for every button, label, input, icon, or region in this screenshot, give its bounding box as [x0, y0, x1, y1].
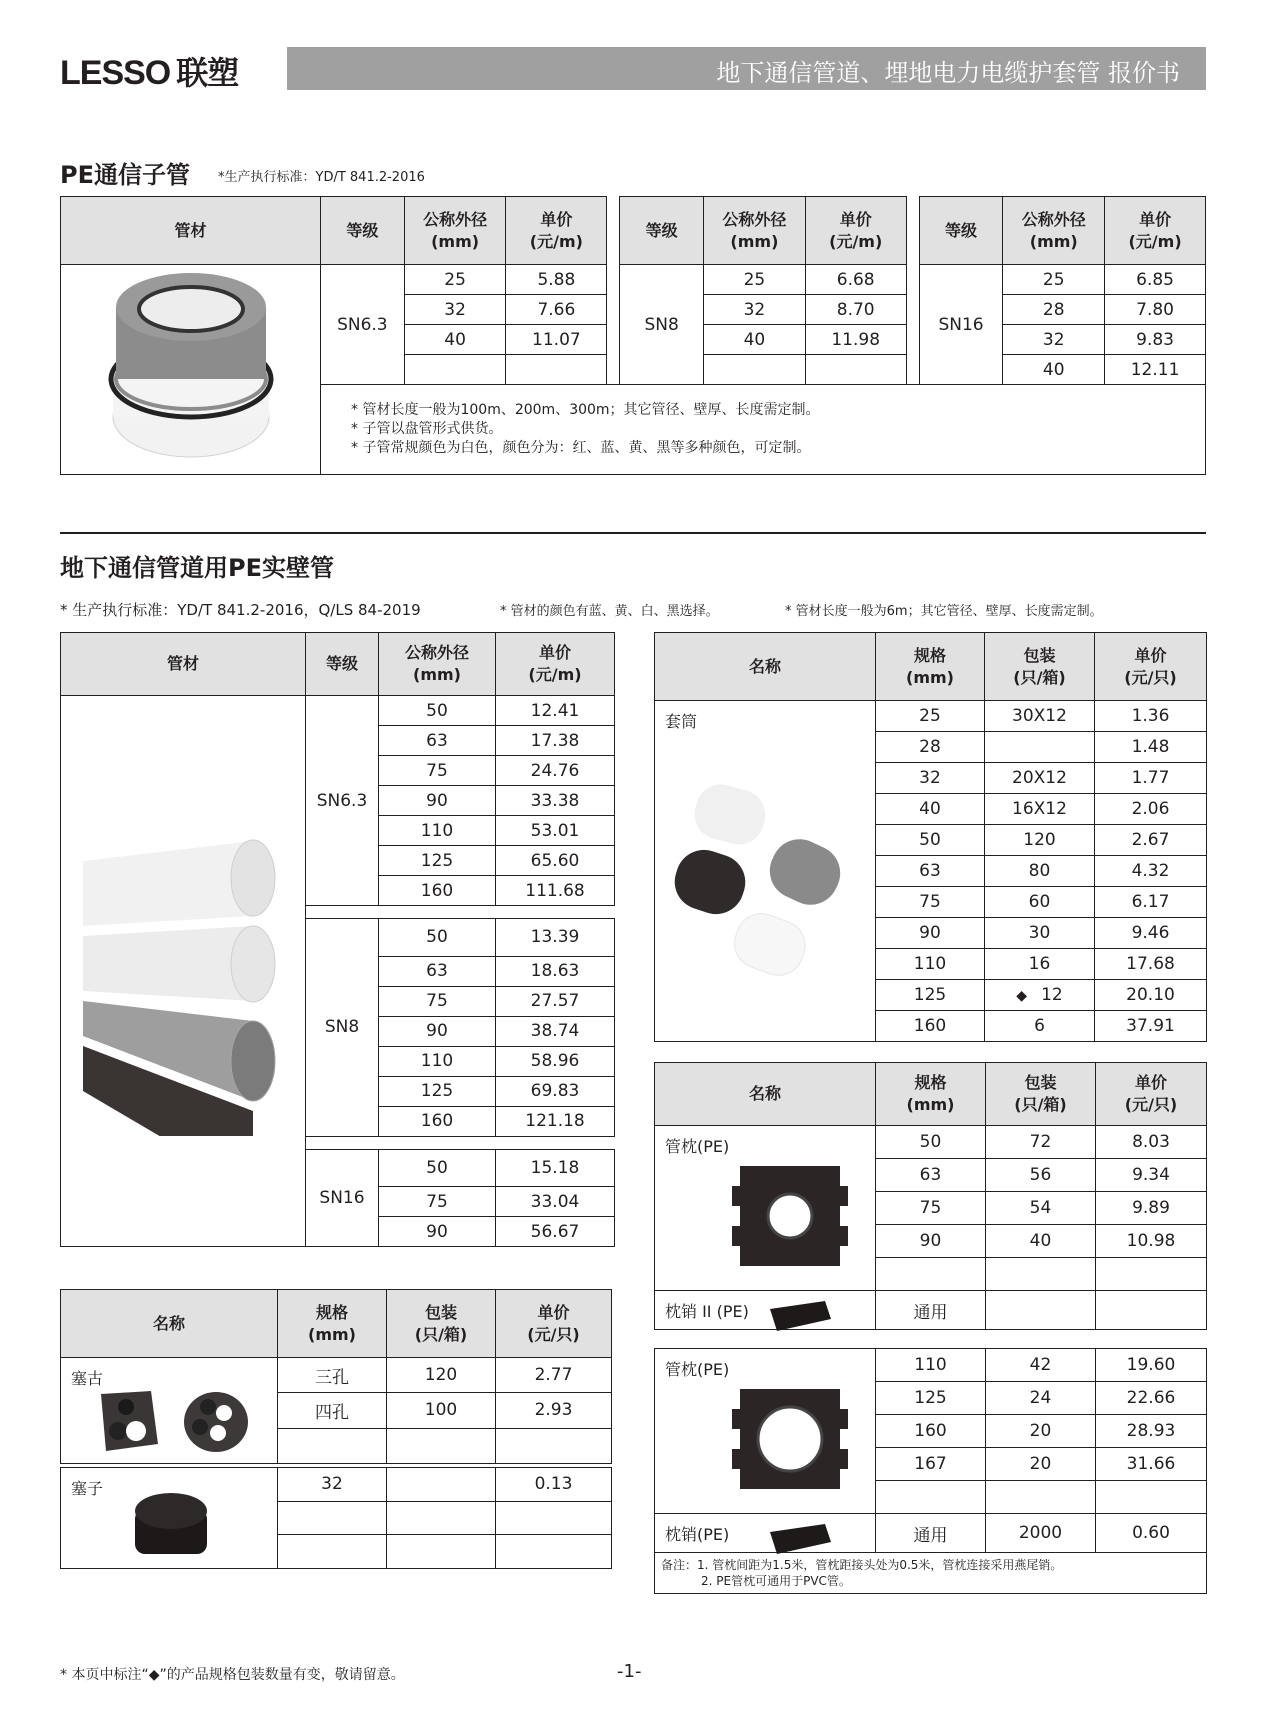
- pack-cell: [985, 1011, 1095, 1042]
- price-cell: 17.38: [496, 726, 615, 756]
- header-name: 名称: [655, 1063, 876, 1126]
- diameter-cell: [404, 355, 506, 385]
- header-grade: 等级: [306, 633, 379, 696]
- diameter-cell: 110: [379, 816, 496, 846]
- pillow-name-cell: [655, 1126, 876, 1291]
- spec-cell: 63: [876, 1159, 986, 1192]
- pack-cell: [985, 763, 1095, 794]
- header-spec: 规格 (mm): [278, 1290, 387, 1358]
- product-name: 塞子: [71, 1479, 104, 1498]
- brand-logo: [60, 48, 238, 94]
- price-cell: 2.67: [1095, 825, 1207, 856]
- pillow-pin-icon: [765, 1299, 835, 1333]
- product-name: 枕销(PE): [665, 1524, 730, 1544]
- spec-cell: 28: [876, 732, 985, 763]
- spec-cell: 通用: [876, 1514, 986, 1553]
- price-cell: 58.96: [496, 1046, 615, 1076]
- price-cell: 65.60: [496, 846, 615, 876]
- grade-cell: SN16: [919, 265, 1003, 385]
- price-cell: 31.66: [1096, 1448, 1207, 1481]
- pin-name-cell: [655, 1514, 876, 1553]
- footer-note: * 本页中标注“◆”的产品规格包装数量有变，敬请留意。: [60, 1667, 405, 1683]
- price-cell: [1096, 1291, 1207, 1330]
- header-diameter: 公称外径 (mm): [379, 633, 496, 696]
- grade-cell: SN8: [620, 265, 704, 385]
- header-diameter: 公称外径 (mm): [704, 197, 806, 265]
- header-grade: 等级: [919, 197, 1003, 265]
- pack-cell: 120: [387, 1358, 496, 1393]
- spec-cell: [278, 1428, 387, 1463]
- pack-cell: [985, 825, 1095, 856]
- spec-cell: 110: [876, 949, 985, 980]
- pack-cell: [985, 701, 1095, 732]
- diameter-cell: 40: [404, 325, 506, 355]
- pack-value: 60: [1028, 892, 1051, 912]
- plug-table: [60, 1467, 612, 1569]
- price-cell: 56.67: [496, 1217, 615, 1247]
- pack-value: 6: [1034, 1016, 1045, 1036]
- spec-cell: 160: [876, 1415, 986, 1448]
- coil-pipe-image: [61, 265, 321, 475]
- spec-cell: 167: [876, 1448, 986, 1481]
- logo-cn: 联塑: [176, 54, 239, 92]
- pack-cell: 72: [986, 1126, 1096, 1159]
- pack-cell: [387, 1468, 496, 1502]
- diameter-cell: 110: [379, 1046, 496, 1076]
- price-cell: [496, 1501, 612, 1535]
- grade-cell: SN8: [306, 919, 379, 1137]
- pillow-pin-icon: [765, 1522, 835, 1556]
- diameter-cell: 50: [379, 919, 496, 957]
- remarks: 备注：1. 管枕间距为1.5米，管枕距接头处为0.5米，管枕连接采用燕尾销。 2. PE管枕可通用于PVC管。: [655, 1553, 1207, 1594]
- product-name: 套筒: [665, 712, 698, 731]
- spec-cell: [278, 1501, 387, 1535]
- price-cell: 1.77: [1095, 763, 1207, 794]
- price-cell: 33.38: [496, 786, 615, 816]
- header-material: 管材: [61, 197, 321, 265]
- spec-cell: 75: [876, 1192, 986, 1225]
- spec-cell: 125: [876, 980, 985, 1011]
- pack-value: 30X12: [1012, 706, 1067, 726]
- section2-color-note: * 管材的颜色有蓝、黄、白、黑选择。: [500, 604, 719, 619]
- section1-notes: * 管材长度一般为100m、200m、300m；其它管径、壁厚、长度需定制。 * 子管以盘管形式供货。 * 子管常规颜色为白色，颜色分为：红、蓝、黄、黑等多种颜色，可定制。: [321, 385, 1206, 475]
- price-cell: 0.60: [1096, 1514, 1207, 1553]
- table-row: [61, 1358, 612, 1393]
- price-cell: 9.46: [1095, 918, 1207, 949]
- table-row: [61, 1468, 612, 1502]
- table-row: [655, 701, 1207, 732]
- price-cell: 9.83: [1105, 325, 1206, 355]
- duct-plug-table: [60, 1289, 612, 1464]
- product-name: 管枕(PE): [665, 1360, 730, 1379]
- price-cell: 15.18: [496, 1149, 615, 1187]
- spec-cell: 32: [876, 763, 985, 794]
- spec-cell: [876, 1258, 986, 1291]
- pack-cell: 56: [986, 1159, 1096, 1192]
- price-cell: 11.98: [805, 325, 906, 355]
- price-cell: 8.70: [805, 295, 906, 325]
- diameter-cell: 125: [379, 846, 496, 876]
- coiled-pipe-icon: [106, 267, 276, 467]
- pack-cell: [986, 1481, 1096, 1514]
- price-cell: [506, 355, 607, 385]
- price-cell: 69.83: [496, 1076, 615, 1106]
- diameter-cell: [704, 355, 806, 385]
- header-pack: 包装 (只/箱): [985, 633, 1095, 701]
- pipe-pillow-icon: [730, 1379, 850, 1499]
- pack-value: 80: [1028, 861, 1051, 881]
- diameter-cell: 50: [379, 696, 496, 726]
- pack-value: 120: [1023, 830, 1056, 850]
- pack-cell: [985, 949, 1095, 980]
- pipe-pillow-large-table: [654, 1348, 1207, 1594]
- price-cell: 2.93: [496, 1393, 612, 1428]
- diameter-cell: 90: [379, 1217, 496, 1247]
- pack-value: 20X12: [1012, 768, 1067, 788]
- pack-cell: 2000: [986, 1514, 1096, 1553]
- pack-value: 12: [1041, 985, 1063, 1005]
- diameter-cell: 32: [404, 295, 506, 325]
- diameter-cell: 160: [379, 1106, 496, 1136]
- pin-row: [655, 1291, 1207, 1330]
- price-cell: 6.17: [1095, 887, 1207, 918]
- diameter-cell: 25: [704, 265, 806, 295]
- diameter-cell: 40: [1003, 355, 1105, 385]
- spec-cell: 40: [876, 794, 985, 825]
- diameter-cell: 90: [379, 1016, 496, 1046]
- spec-cell: [876, 1481, 986, 1514]
- pack-value: 16X12: [1012, 799, 1067, 819]
- price-cell: 24.76: [496, 756, 615, 786]
- multi-hole-plug-icon: [96, 1389, 276, 1459]
- pipe-pillow-icon: [730, 1156, 850, 1276]
- header-name: 名称: [61, 1290, 278, 1358]
- diameter-cell: 50: [379, 1149, 496, 1187]
- pack-cell: [985, 918, 1095, 949]
- header-pack: 包装 (只/箱): [387, 1290, 496, 1358]
- section2-standard: * 生产执行标准：YD/T 841.2-2016，Q/LS 84-2019: [60, 601, 421, 619]
- pack-cell: [985, 732, 1095, 763]
- diameter-cell: 125: [379, 1076, 496, 1106]
- diameter-cell: 32: [704, 295, 806, 325]
- pe-solid-wall-pipe-table: [60, 632, 615, 1247]
- spec-cell: 50: [876, 1126, 986, 1159]
- pack-value: 30: [1028, 923, 1051, 943]
- pack-cell: [985, 980, 1095, 1011]
- price-cell: 111.68: [496, 876, 615, 906]
- header-material: 管材: [61, 633, 306, 696]
- page-number: -1-: [617, 1661, 642, 1682]
- price-cell: 38.74: [496, 1016, 615, 1046]
- pack-cell: 42: [986, 1349, 1096, 1382]
- spec-cell: 110: [876, 1349, 986, 1382]
- pin-row: [655, 1514, 1207, 1553]
- header-price: 单价 (元/只): [1096, 1063, 1207, 1126]
- price-cell: 10.98: [1096, 1225, 1207, 1258]
- diameter-cell: 63: [379, 956, 496, 986]
- price-cell: 121.18: [496, 1106, 615, 1136]
- diameter-cell: 25: [404, 265, 506, 295]
- pack-cell: 24: [986, 1382, 1096, 1415]
- header-title-bar: [287, 47, 1206, 90]
- price-cell: 6.85: [1105, 265, 1206, 295]
- pack-cell: [986, 1258, 1096, 1291]
- plug-name-cell: [61, 1358, 278, 1464]
- section2-title: 地下通信管道用PE实壁管: [60, 554, 334, 582]
- price-cell: 11.07: [506, 325, 607, 355]
- section1-standard: *生产执行标准：YD/T 841.2-2016: [218, 170, 425, 185]
- plug-name-cell: [61, 1468, 278, 1569]
- header-price: 单价 (元/m): [496, 633, 615, 696]
- pack-cell: [985, 887, 1095, 918]
- price-cell: [1096, 1481, 1207, 1514]
- document-title: 地下通信管道、埋地电力电缆护套管 报价书: [716, 59, 1180, 87]
- spec-cell: 90: [876, 1225, 986, 1258]
- price-cell: 0.13: [496, 1468, 612, 1502]
- pack-cell: 20: [986, 1415, 1096, 1448]
- price-cell: 8.03: [1096, 1126, 1207, 1159]
- price-cell: 17.68: [1095, 949, 1207, 980]
- logo-latin: LESSO: [60, 54, 171, 92]
- pack-cell: 20: [986, 1448, 1096, 1481]
- header-diameter: 公称外径 (mm): [404, 197, 506, 265]
- sleeve-name-cell: [655, 701, 876, 1042]
- header-diameter: 公称外径 (mm): [1003, 197, 1105, 265]
- pack-cell: [986, 1291, 1096, 1330]
- header-name: 名称: [655, 633, 876, 701]
- grade-cell: SN6.3: [321, 265, 405, 385]
- pipes-icon: [83, 736, 283, 1136]
- spec-cell: 三孔: [278, 1358, 387, 1393]
- header-spec: 规格 (mm): [876, 1063, 986, 1126]
- header-spec: 规格 (mm): [876, 633, 985, 701]
- diameter-cell: 63: [379, 726, 496, 756]
- pipe-image: [61, 696, 306, 1247]
- pack-cell: 54: [986, 1192, 1096, 1225]
- sleeves-icon: [665, 767, 865, 997]
- price-cell: 4.32: [1095, 856, 1207, 887]
- price-cell: 1.36: [1095, 701, 1207, 732]
- diamond-mark-icon: ◆: [1016, 988, 1028, 1004]
- grade-cell: SN16: [306, 1149, 379, 1247]
- pack-cell: [985, 856, 1095, 887]
- sleeve-table: [654, 632, 1207, 1042]
- price-cell: 33.04: [496, 1187, 615, 1217]
- price-cell: 7.66: [506, 295, 607, 325]
- spec-cell: 90: [876, 918, 985, 949]
- diameter-cell: 32: [1003, 325, 1105, 355]
- plug-icon: [131, 1489, 211, 1564]
- pack-cell: [985, 794, 1095, 825]
- spec-cell: 32: [278, 1468, 387, 1502]
- header-price: 单价 (元/m): [506, 197, 607, 265]
- pillow-name-cell: [655, 1349, 876, 1514]
- price-cell: 20.10: [1095, 980, 1207, 1011]
- price-cell: 1.48: [1095, 732, 1207, 763]
- pack-cell: [387, 1501, 496, 1535]
- price-cell: 13.39: [496, 919, 615, 957]
- spec-cell: 75: [876, 887, 985, 918]
- grade-cell: SN6.3: [306, 696, 379, 906]
- price-cell: [496, 1535, 612, 1569]
- spec-cell: 25: [876, 701, 985, 732]
- price-cell: 5.88: [506, 265, 607, 295]
- header-price: 单价 (元/m): [805, 197, 906, 265]
- group-gap: [306, 906, 615, 919]
- table-row: [655, 1126, 1207, 1159]
- price-cell: 12.11: [1105, 355, 1206, 385]
- diameter-cell: 28: [1003, 295, 1105, 325]
- spec-cell: [278, 1535, 387, 1569]
- diameter-cell: 25: [1003, 265, 1105, 295]
- product-name: 管枕(PE): [665, 1137, 730, 1156]
- price-cell: 6.68: [805, 265, 906, 295]
- price-cell: 27.57: [496, 986, 615, 1016]
- spec-cell: 通用: [876, 1291, 986, 1330]
- price-cell: 28.93: [1096, 1415, 1207, 1448]
- diameter-cell: 40: [704, 325, 806, 355]
- pipe-pillow-small-table: [654, 1062, 1207, 1330]
- product-name: 塞古: [71, 1369, 104, 1388]
- price-cell: 12.41: [496, 696, 615, 726]
- header-price: 单价 (元/只): [496, 1290, 612, 1358]
- price-cell: 53.01: [496, 816, 615, 846]
- header-price: 单价 (元/只): [1095, 633, 1207, 701]
- spec-cell: 50: [876, 825, 985, 856]
- pe-subduct-table: [60, 196, 1206, 475]
- pack-cell: [387, 1535, 496, 1569]
- diameter-cell: 75: [379, 756, 496, 786]
- price-cell: 22.66: [1096, 1382, 1207, 1415]
- price-cell: [496, 1428, 612, 1463]
- table-row: [655, 1349, 1207, 1382]
- diameter-cell: 75: [379, 1187, 496, 1217]
- group-gap: [306, 1136, 615, 1149]
- spec-cell: 125: [876, 1382, 986, 1415]
- pack-cell: 40: [986, 1225, 1096, 1258]
- diameter-cell: 75: [379, 986, 496, 1016]
- table-row: [61, 696, 615, 726]
- price-cell: 18.63: [496, 956, 615, 986]
- section1-title: PE通信子管: [60, 161, 190, 189]
- pack-cell: 100: [387, 1393, 496, 1428]
- spec-cell: 63: [876, 856, 985, 887]
- price-cell: 7.80: [1105, 295, 1206, 325]
- header-price: 单价 (元/m): [1105, 197, 1206, 265]
- pack-value: 16: [1028, 954, 1051, 974]
- spec-cell: 160: [876, 1011, 985, 1042]
- price-cell: 9.89: [1096, 1192, 1207, 1225]
- section2-length-note: * 管材长度一般为6m；其它管径、壁厚、长度需定制。: [785, 604, 1103, 619]
- price-cell: 19.60: [1096, 1349, 1207, 1382]
- section-divider: [60, 532, 1206, 534]
- price-cell: 2.06: [1095, 794, 1207, 825]
- pack-cell: [387, 1428, 496, 1463]
- price-cell: 9.34: [1096, 1159, 1207, 1192]
- product-name: 枕销 II (PE): [665, 1301, 749, 1321]
- header-grade: 等级: [620, 197, 704, 265]
- pin-name-cell: [655, 1291, 876, 1330]
- diameter-cell: 90: [379, 786, 496, 816]
- price-cell: [1096, 1258, 1207, 1291]
- header-pack: 包装 (只/箱): [986, 1063, 1096, 1126]
- header-grade: 等级: [321, 197, 405, 265]
- price-cell: 2.77: [496, 1358, 612, 1393]
- price-cell: [805, 355, 906, 385]
- spec-cell: 四孔: [278, 1393, 387, 1428]
- diameter-cell: 160: [379, 876, 496, 906]
- price-cell: 37.91: [1095, 1011, 1207, 1042]
